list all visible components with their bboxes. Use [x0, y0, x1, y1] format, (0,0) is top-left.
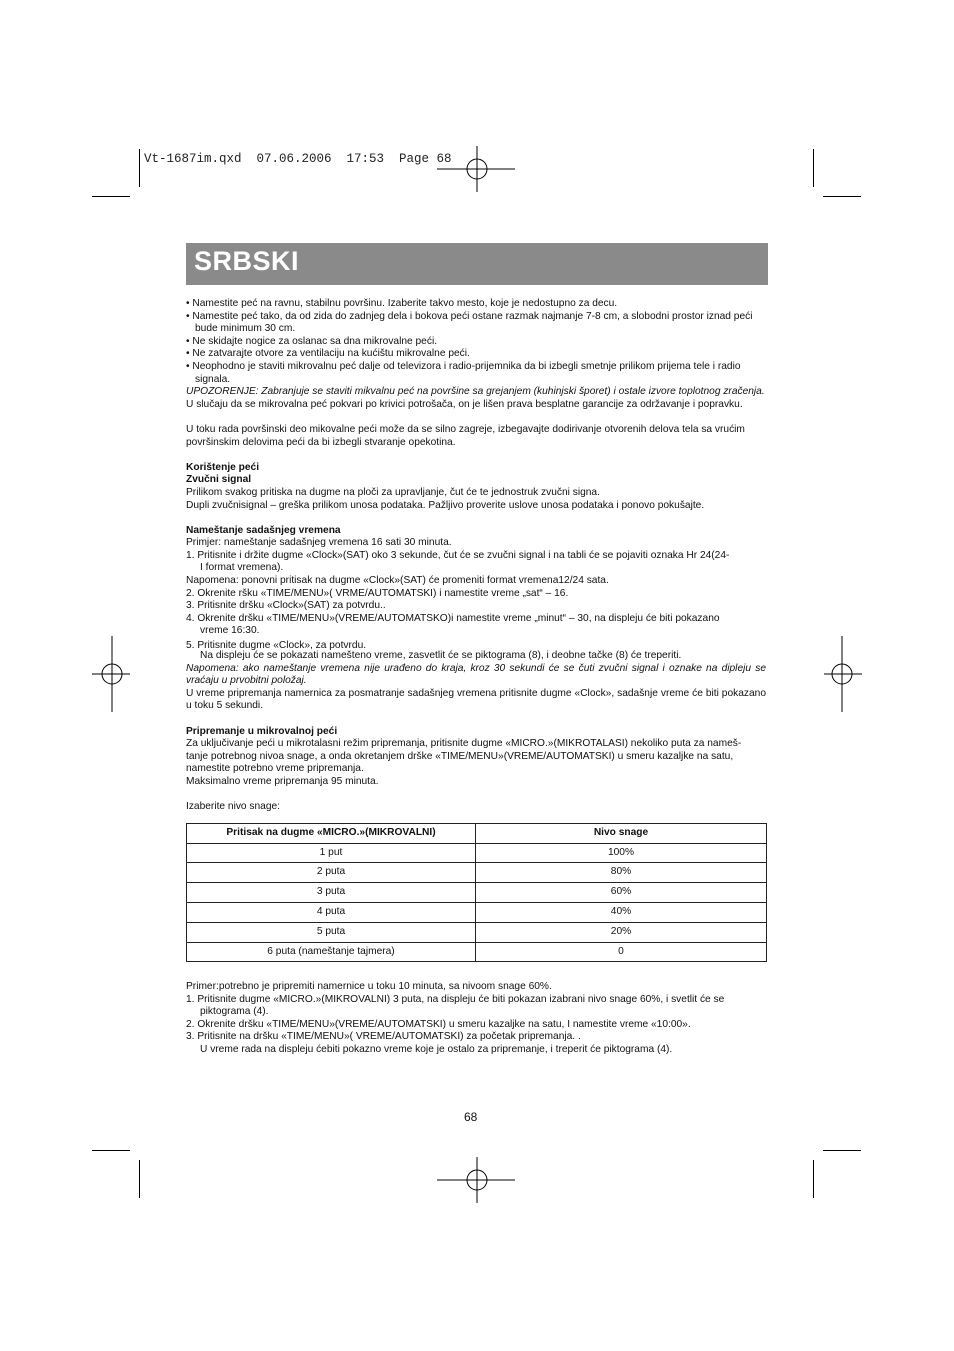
micro-line: Za uključivanje peći u mikrotalasni režim pripremanja, pritisnite dugme «MICRO.»(MIKROTALASI) nekoliko puta za nameš- [186, 738, 742, 750]
example-step-3: 3. Pritisnite na dršku «TIME/MENU»( VREME/AUTOMATSKI) za početak pripremanja. . [186, 1031, 581, 1043]
table-row [187, 863, 767, 883]
micro-line: Maksimalno vreme pripremanja 95 minuta. [186, 775, 379, 787]
surface-note: U toku rada površinski deo mikovalne peći može da se silno zagreje, izbegavajte dodirivanje otvorenih delova tela sa vrućim površinskim delovima peći da bi izbegli stvaranje opekotina. [186, 423, 745, 448]
table-row [187, 922, 767, 942]
table-header-level: Nivo snage [476, 823, 767, 843]
printer-slug: Vt-1687im.qxd 07.06.2006 17:53 Page 68 [144, 152, 452, 166]
example-step-2: 2. Okrenite dršku «TIME/MENU»(VREME/AUTOMATSKI) u smeru kazaljke na satu, I namestite vreme «10:00». [186, 1018, 691, 1030]
example-step-1-cont: piktograma (4). [200, 1006, 269, 1018]
bullet-item: • Namestite peć tako, da od zida do zadnjeg dela i bokova peći ostane razmak najmanje 7-8 cm, a slobodni prostor iznad peći bude minimum 30 cm. [186, 310, 753, 335]
table-row [187, 883, 767, 903]
clock-step-1: 1. Pritisnite i držite dugme «Clock»(SAT) oko 3 sekunde, čut će se zvučni signal i na tabli će se pojaviti oznaka Hr 24(24- [186, 549, 730, 561]
page-title: SRBSKI [194, 246, 300, 276]
example-intro: Primer:potrebno je pripremiti namernice u toku 10 minuta, sa nivoom snage 60%. [186, 980, 552, 992]
crop-mark-bottom-right-v [813, 1160, 814, 1198]
crop-mark-bottom-left-v [139, 1160, 140, 1198]
micro-line: namestite potrebno vreme pripremanja. [186, 763, 364, 775]
power-level-table [186, 823, 767, 963]
table-cell-presses: 5 puta [187, 922, 476, 942]
bullet-item: • Neophodno je staviti mikrovalnu peć dalje od televizora i radio-prijemnika da bi izbegli smetnje prilikom prijema tele i radio signala. [186, 360, 741, 385]
table-cell-presses: 4 puta [187, 902, 476, 922]
clock-step-2: 2. Okrenite ršku «TIME/MENU»( VRME/AUTOMATSKI) i namestite vreme „sat“ – 16. [186, 587, 569, 599]
example-step-3-cont: U vreme rada na displeju ćebiti pokazno vreme koje je ostalo za pripremanje, i treperit će piktograma (4). [200, 1043, 673, 1055]
micro-line: tanje potrebnog nivoa snage, a onda okretanjem drške «TIME/MENU»(VREME/AUTOMATSKI) u smeru kazaljke na satu, [186, 750, 734, 762]
warning-text: UPOZORENJE: Zabranjuje se staviti mikvalnu peć na površine sa grejanjem (kuhinjski šporet) i ostale izvore toplotnog zračenja. [186, 386, 765, 398]
registration-mark-right [822, 636, 862, 712]
table-row [187, 902, 767, 922]
table-header-row [187, 823, 767, 843]
table-cell-presses: 1 put [187, 843, 476, 863]
crop-mark-top-left-v [139, 149, 140, 187]
table-cell-presses: 3 puta [187, 883, 476, 903]
example-step-1: 1. Pritisnite dugme «MICRO.»(MIKROVALNI) 3 puta, na displeju će biti pokazan izabrani nivo snage 60%, i svetlit će se [186, 993, 725, 1005]
clock-step-1-cont: I format vremena). [200, 562, 284, 574]
crop-mark-bottom-right-h [823, 1150, 861, 1151]
table-cell-level: 40% [476, 902, 767, 922]
clock-step-5-cont: Na displeju će se pokazati namešteno vreme, zasvetlit će se piktograma (8), i deobne tačke (8) će treperiti. [200, 650, 682, 662]
table-row [187, 843, 767, 863]
table-cell-level: 0 [476, 942, 767, 962]
table-cell-presses: 2 puta [187, 863, 476, 883]
table-cell-presses: 6 puta (nameštanje tajmera) [187, 942, 476, 962]
table-cell-level: 100% [476, 843, 767, 863]
select-level-label: Izaberite nivo snage: [186, 801, 281, 813]
page-content [186, 298, 766, 1056]
table-header-presses: Pritisak na dugme «MICRO.»(MIKROVALNI) [187, 823, 476, 843]
language-banner [186, 243, 768, 285]
clock-step-4-cont: vreme 16:30. [200, 625, 260, 637]
table-cell-level: 80% [476, 863, 767, 883]
guarantee-text: U slučaju da se mikrovalna peć pokvari po krivici potrošača, on je lišen prava besplatne garancije za održavanje i popravku. [186, 398, 743, 410]
registration-mark-top [437, 146, 517, 194]
clock-note-2: Napomena: ako nameštanje vremena nije urađeno do kraja, kroz 30 sekundi će se čuti zvučni signal i oznake na dipleju se vraćaju u prvobitni položaj. [186, 662, 766, 687]
bullet-item: • Ne skidajte nogice za oslanac sa dna mikrovalne peći. [186, 335, 438, 347]
clock-step-4: 4. Okrenite dršku «TIME/MENU»(VREME/AUTOMATSKO)i namestite vreme „minut“ – 30, na displeju će biti pokazano [186, 612, 720, 624]
clock-note-1: Napomena: ponovni pritisak na dugme «Clock»(SAT) će promeniti format vremena12/24 sata. [186, 575, 609, 587]
table-cell-level: 20% [476, 922, 767, 942]
clock-step-5: 5. Pritisnite dugme «Clock», za potvrdu. [186, 640, 367, 652]
sound-line: Dupli zvučnisignal – greška prilikom unosa podataka. Pažljivo proverite uslove unosa podataka i ponovo pokušajte. [186, 499, 705, 511]
crop-mark-top-right-v [813, 149, 814, 187]
registration-mark-bottom [437, 1157, 517, 1205]
clock-example: Primjer: nameštanje sadašnjeg vremena 16 sati 30 minuta. [186, 537, 452, 549]
page-number: 68 [464, 1110, 478, 1124]
clock-heading: Nameštanje sadašnjeg vremena [186, 524, 341, 536]
micro-heading: Pripremanje u mikrovalnoj peći [186, 725, 338, 737]
registration-mark-left [92, 636, 132, 712]
bullet-item: • Namestite peć na ravnu, stabilnu površinu. Izaberite takvo mesto, koje je nedostupno za decu. [186, 298, 618, 309]
crop-mark-bottom-left-h [92, 1150, 130, 1151]
table-row [187, 942, 767, 962]
clock-view-note: U vreme pripremanja namernica za posmatranje sadašnjeg vremena pritisnite dugme «Clock», sadašnje vreme će biti pokazano u toku 5 sekundi. [186, 687, 766, 712]
sound-line: Prilikom svakog pritiska na dugme na ploči za upravljanje, čut će te jednostruk zvučni signa. [186, 486, 600, 498]
clock-step-3: 3. Pritisnite dršku «Clock»(SAT) za potvrdu.. [186, 600, 386, 612]
sound-heading: Zvučni signal [186, 474, 252, 486]
crop-mark-top-right-h [823, 196, 861, 197]
usage-heading: Korištenje peći [186, 461, 260, 473]
crop-mark-top-left-h [92, 196, 130, 197]
table-cell-level: 60% [476, 883, 767, 903]
bullet-item: • Ne zatvarajte otvore za ventilaciju na kućištu mikrovalne peći. [186, 348, 470, 360]
